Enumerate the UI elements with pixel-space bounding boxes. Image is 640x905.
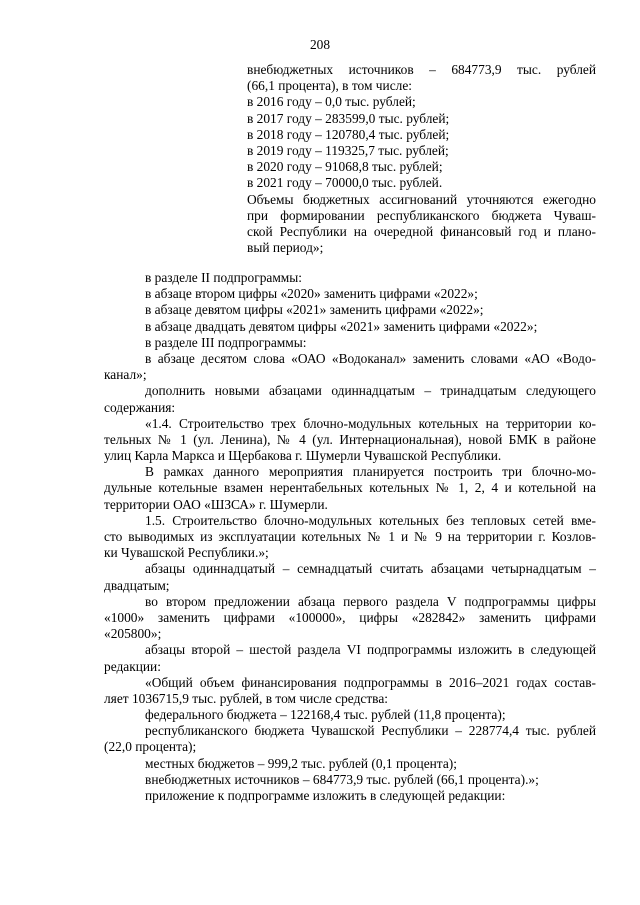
text-line: ки Чувашской Республики.»; xyxy=(104,545,269,561)
text-line: «1000» заменить цифрами «100000», цифры «282842» заменить цифрами xyxy=(104,609,596,625)
text-line: двадцатым; xyxy=(104,577,170,593)
text-line: в 2016 году – 0,0 тыс. рублей; xyxy=(247,94,416,110)
text-line: внебюджетных источников – 684773,9 тыс. рублей (66,1 процента).»; xyxy=(145,771,539,787)
text-line: «1.4. Строительство трех блочно-модульных котельных на территории ко- xyxy=(145,415,596,431)
text-line: в 2018 году – 120780,4 тыс. рублей; xyxy=(247,126,450,142)
text-line: в абзаце девятом цифры «2021» заменить цифрами «2022»; xyxy=(145,302,484,318)
text-line: редакции: xyxy=(104,658,161,674)
text-line: федерального бюджета – 122168,4 тыс. рублей (11,8 процента); xyxy=(145,707,506,723)
text-line: (66,1 процента), в том числе: xyxy=(247,78,412,94)
text-line: внебюджетных источников – 684773,9 тыс. рублей xyxy=(247,62,596,77)
text-line: во втором предложении абзаца первого раздела V подпрограммы цифры xyxy=(145,593,596,609)
text-line: вый период»; xyxy=(247,240,324,256)
text-line: 1.5. Строительство блочно-модульных котельных без тепловых сетей вме- xyxy=(145,512,596,528)
text-line: республиканского бюджета Чувашской Республики – 228774,4 тыс. рублей xyxy=(145,723,596,739)
text-line: абзацы одиннадцатый – семнадцатый считать абзацами четырнадцатым – xyxy=(145,561,596,577)
top-text-block xyxy=(247,62,596,256)
text-line: в 2019 году – 119325,7 тыс. рублей; xyxy=(247,142,449,158)
text-line: содержания: xyxy=(104,399,176,415)
text-line: в абзаце десятом слова «ОАО «Водоканал» заменить словами «АО «Водо- xyxy=(145,350,596,366)
text-line: в 2021 году – 70000,0 тыс. рублей. xyxy=(247,175,443,191)
text-line: дополнить новыми абзацами одиннадцатым – тринадцатым следующего xyxy=(145,383,596,399)
text-line: в 2020 году – 91068,8 тыс. рублей; xyxy=(247,159,443,175)
page-number: 208 xyxy=(309,37,331,52)
text-line: ляет 1036715,9 тыс. рублей, в том числе средства: xyxy=(104,690,388,706)
text-line: в разделе II подпрограммы: xyxy=(145,270,302,285)
text-line: абзацы второй – шестой раздела VI подпрограммы изложить в следующей xyxy=(145,642,596,658)
text-line: «Общий объем финансирования подпрограммы в 2016–2021 годах состав- xyxy=(145,674,596,690)
text-line: приложение к подпрограмме изложить в следующей редакции: xyxy=(145,788,506,803)
text-line: ской Республики на очередной финансовый год и плано- xyxy=(247,223,596,239)
text-line: местных бюджетов – 999,2 тыс. рублей (0,1 процента); xyxy=(145,755,457,771)
text-line: улиц Карла Маркса и Щербакова г. Шумерли Чувашской Республики. xyxy=(104,448,502,464)
text-line: Объемы бюджетных ассигнований уточняются ежегодно xyxy=(247,191,596,207)
text-line: сто выводимых из эксплуатации котельных № 1 и № 9 на территории г. Козлов- xyxy=(104,529,596,544)
text-line: В рамках данного мероприятия планируется построить три блочно-мо- xyxy=(145,464,596,480)
text-line: в разделе III подпрограммы: xyxy=(145,334,307,350)
text-line: территории ОАО «ШЗСА» г. Шумерли. xyxy=(104,496,328,512)
text-line: дульные котельные взамен нерентабельных котельных № 1, 2, 4 и котельной на xyxy=(104,480,596,496)
text-line: в абзаце двадцать девятом цифры «2021» заменить цифрами «2022»; xyxy=(145,318,538,334)
text-line: (22,0 процента); xyxy=(104,739,197,755)
text-line: тельных № 1 (ул. Ленина), № 4 (ул. Интернациональная), новой БМК в районе xyxy=(104,431,596,447)
text-line: в 2017 году – 283599,0 тыс. рублей; xyxy=(247,110,450,126)
text-line: при формировании республиканского бюджета Чуваш- xyxy=(247,207,596,223)
text-line: канал»; xyxy=(104,367,147,383)
main-text-block xyxy=(104,270,596,804)
text-line: в абзаце втором цифры «2020» заменить цифрами «2022»; xyxy=(145,286,478,302)
text-line: «205800»; xyxy=(104,626,162,642)
